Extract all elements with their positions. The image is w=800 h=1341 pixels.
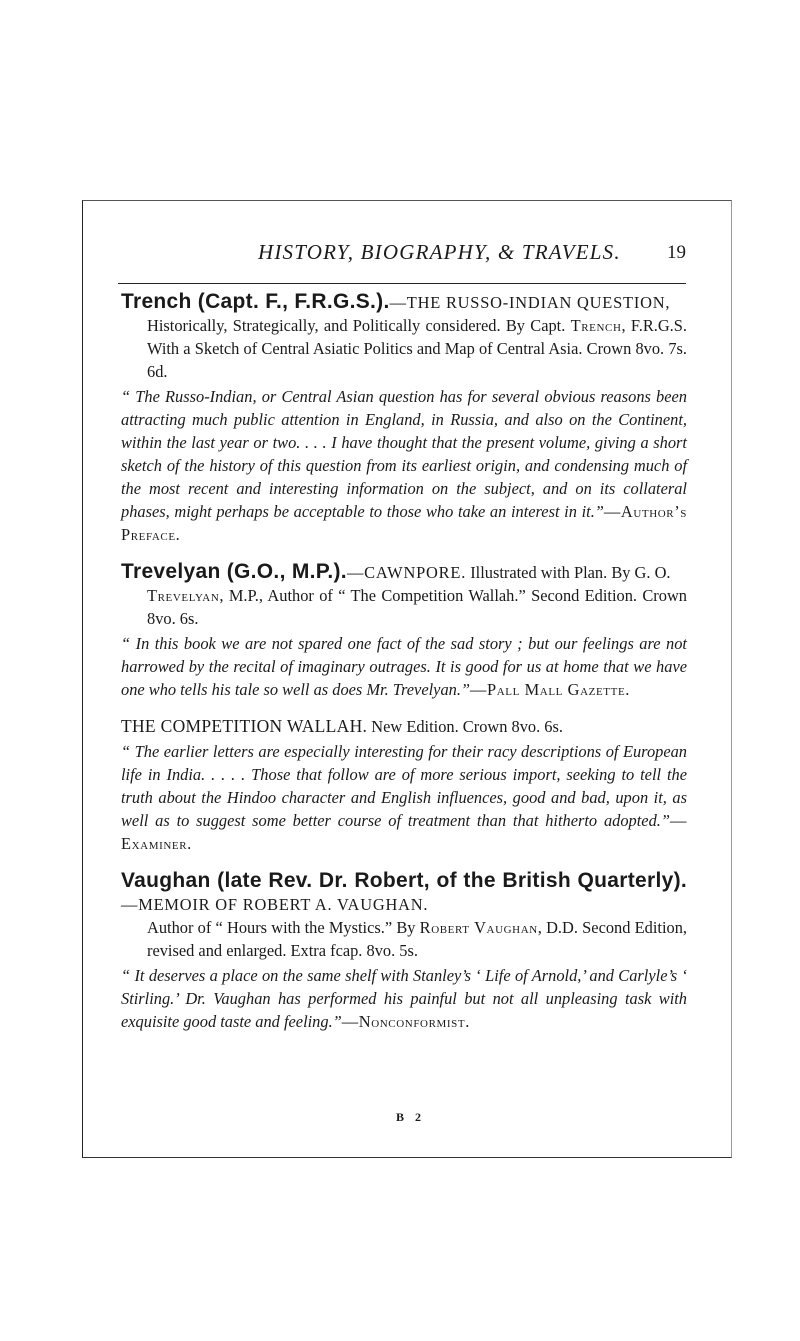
entry-author: Vaughan (late Rev. Dr. Robert, of the British Quarterly). [121,869,687,892]
quote-source: —Author’s Preface. [121,502,687,544]
entry-competition-wallah [121,715,687,855]
running-header [118,240,688,280]
entry-author-caps: Trevelyan [147,586,220,605]
entry-description-cont: , M.P., Author of “ The Competition Wallah.” Second Edition. Crown 8vo. 6s. [147,586,687,628]
entry-vaughan [121,869,687,1033]
header-rule [118,283,686,284]
signature-mark: B 2 [396,1110,426,1124]
entry-description: New Edition. Crown 8vo. 6s. [367,717,563,736]
entry-author-caps: Robert Vaughan [419,918,538,937]
entry-quote [121,632,687,701]
entry-author-caps: Trench [570,316,622,335]
entry-description-cont: , D.D. Second Edition, revised and enlarged. Extra fcap. 8vo. 5s. [147,918,687,960]
quote-text: “ The earlier letters are especially interesting for their racy descriptions of European life in India. . . . . Those that follow are of more serious import, seeking to tell the truth about the Hindoo character and English influences, good and bad, upon it, as well as to suggest some better course of treatment than that hitherto adopted.” [121,742,687,830]
quote-text: “ In this book we are not spared one fact of the sad story ; but our feelings are not harrowed by the recital of imaginary outrages. It is good for us at home that we have one who tells his tale so well as does Mr. Trevelyan.” [121,634,687,699]
quote-source: —Pall Mall Gazette. [470,680,630,699]
entry-quote [121,385,687,546]
entry-quote [121,964,687,1033]
quote-text: “ The Russo-Indian, or Central Asian question has for several obvious reasons been attracting much public attention in England, in Russia, and also on the Continent, within the last year or two. . . . I have thought that the present volume, giving a short sketch of the history of this question from its earliest origin, and condensing much of the most recent and interesting information on the subject, and on its collateral phases, might perhaps be acceptable to those who take an interest in it.” [121,387,687,521]
entry-title: THE COMPETITION WALLAH. [121,716,368,736]
page-number: 19 [667,242,686,263]
entry-description-cont: , F.R.G.S. With a Sketch of Central Asiatic Politics and Map of Central Asia. Crown 8vo. 7s. 6d. [147,316,687,381]
entry-trench [121,290,687,546]
entry-author: Trench (Capt. F., F.R.G.S.). [121,290,390,313]
entry-description: Historically, Strategically, and Politically considered. By Capt. [147,316,571,335]
entry-trevelyan [121,560,687,701]
entry-title: —MEMOIR OF ROBERT A. VAUGHAN. [121,895,429,914]
header-title: HISTORY, BIOGRAPHY, & TRAVELS. [258,240,621,264]
quote-source: —Nonconformist. [341,1012,470,1031]
quote-source: —Examiner. [121,811,687,853]
catalogue-content [121,290,687,1047]
entry-title: —CAWNPORE. [346,563,467,582]
entry-title: —THE RUSSO-INDIAN QUESTION, [389,293,671,312]
quote-text: “ It deserves a place on the same shelf with Stanley’s ‘ Life of Arnold,’ and Carlyle’s ‘ Stirling.’ Dr. Vaughan has performed his painful but not all unpleasing task with exquisite good taste and feeling.” [121,966,687,1031]
entry-description: Author of “ Hours with the Mystics.” By [147,918,420,937]
entry-description: Illustrated with Plan. By G. O. [466,563,671,582]
entry-author: Trevelyan (G.O., M.P.). [121,560,347,583]
entry-quote [121,740,687,855]
